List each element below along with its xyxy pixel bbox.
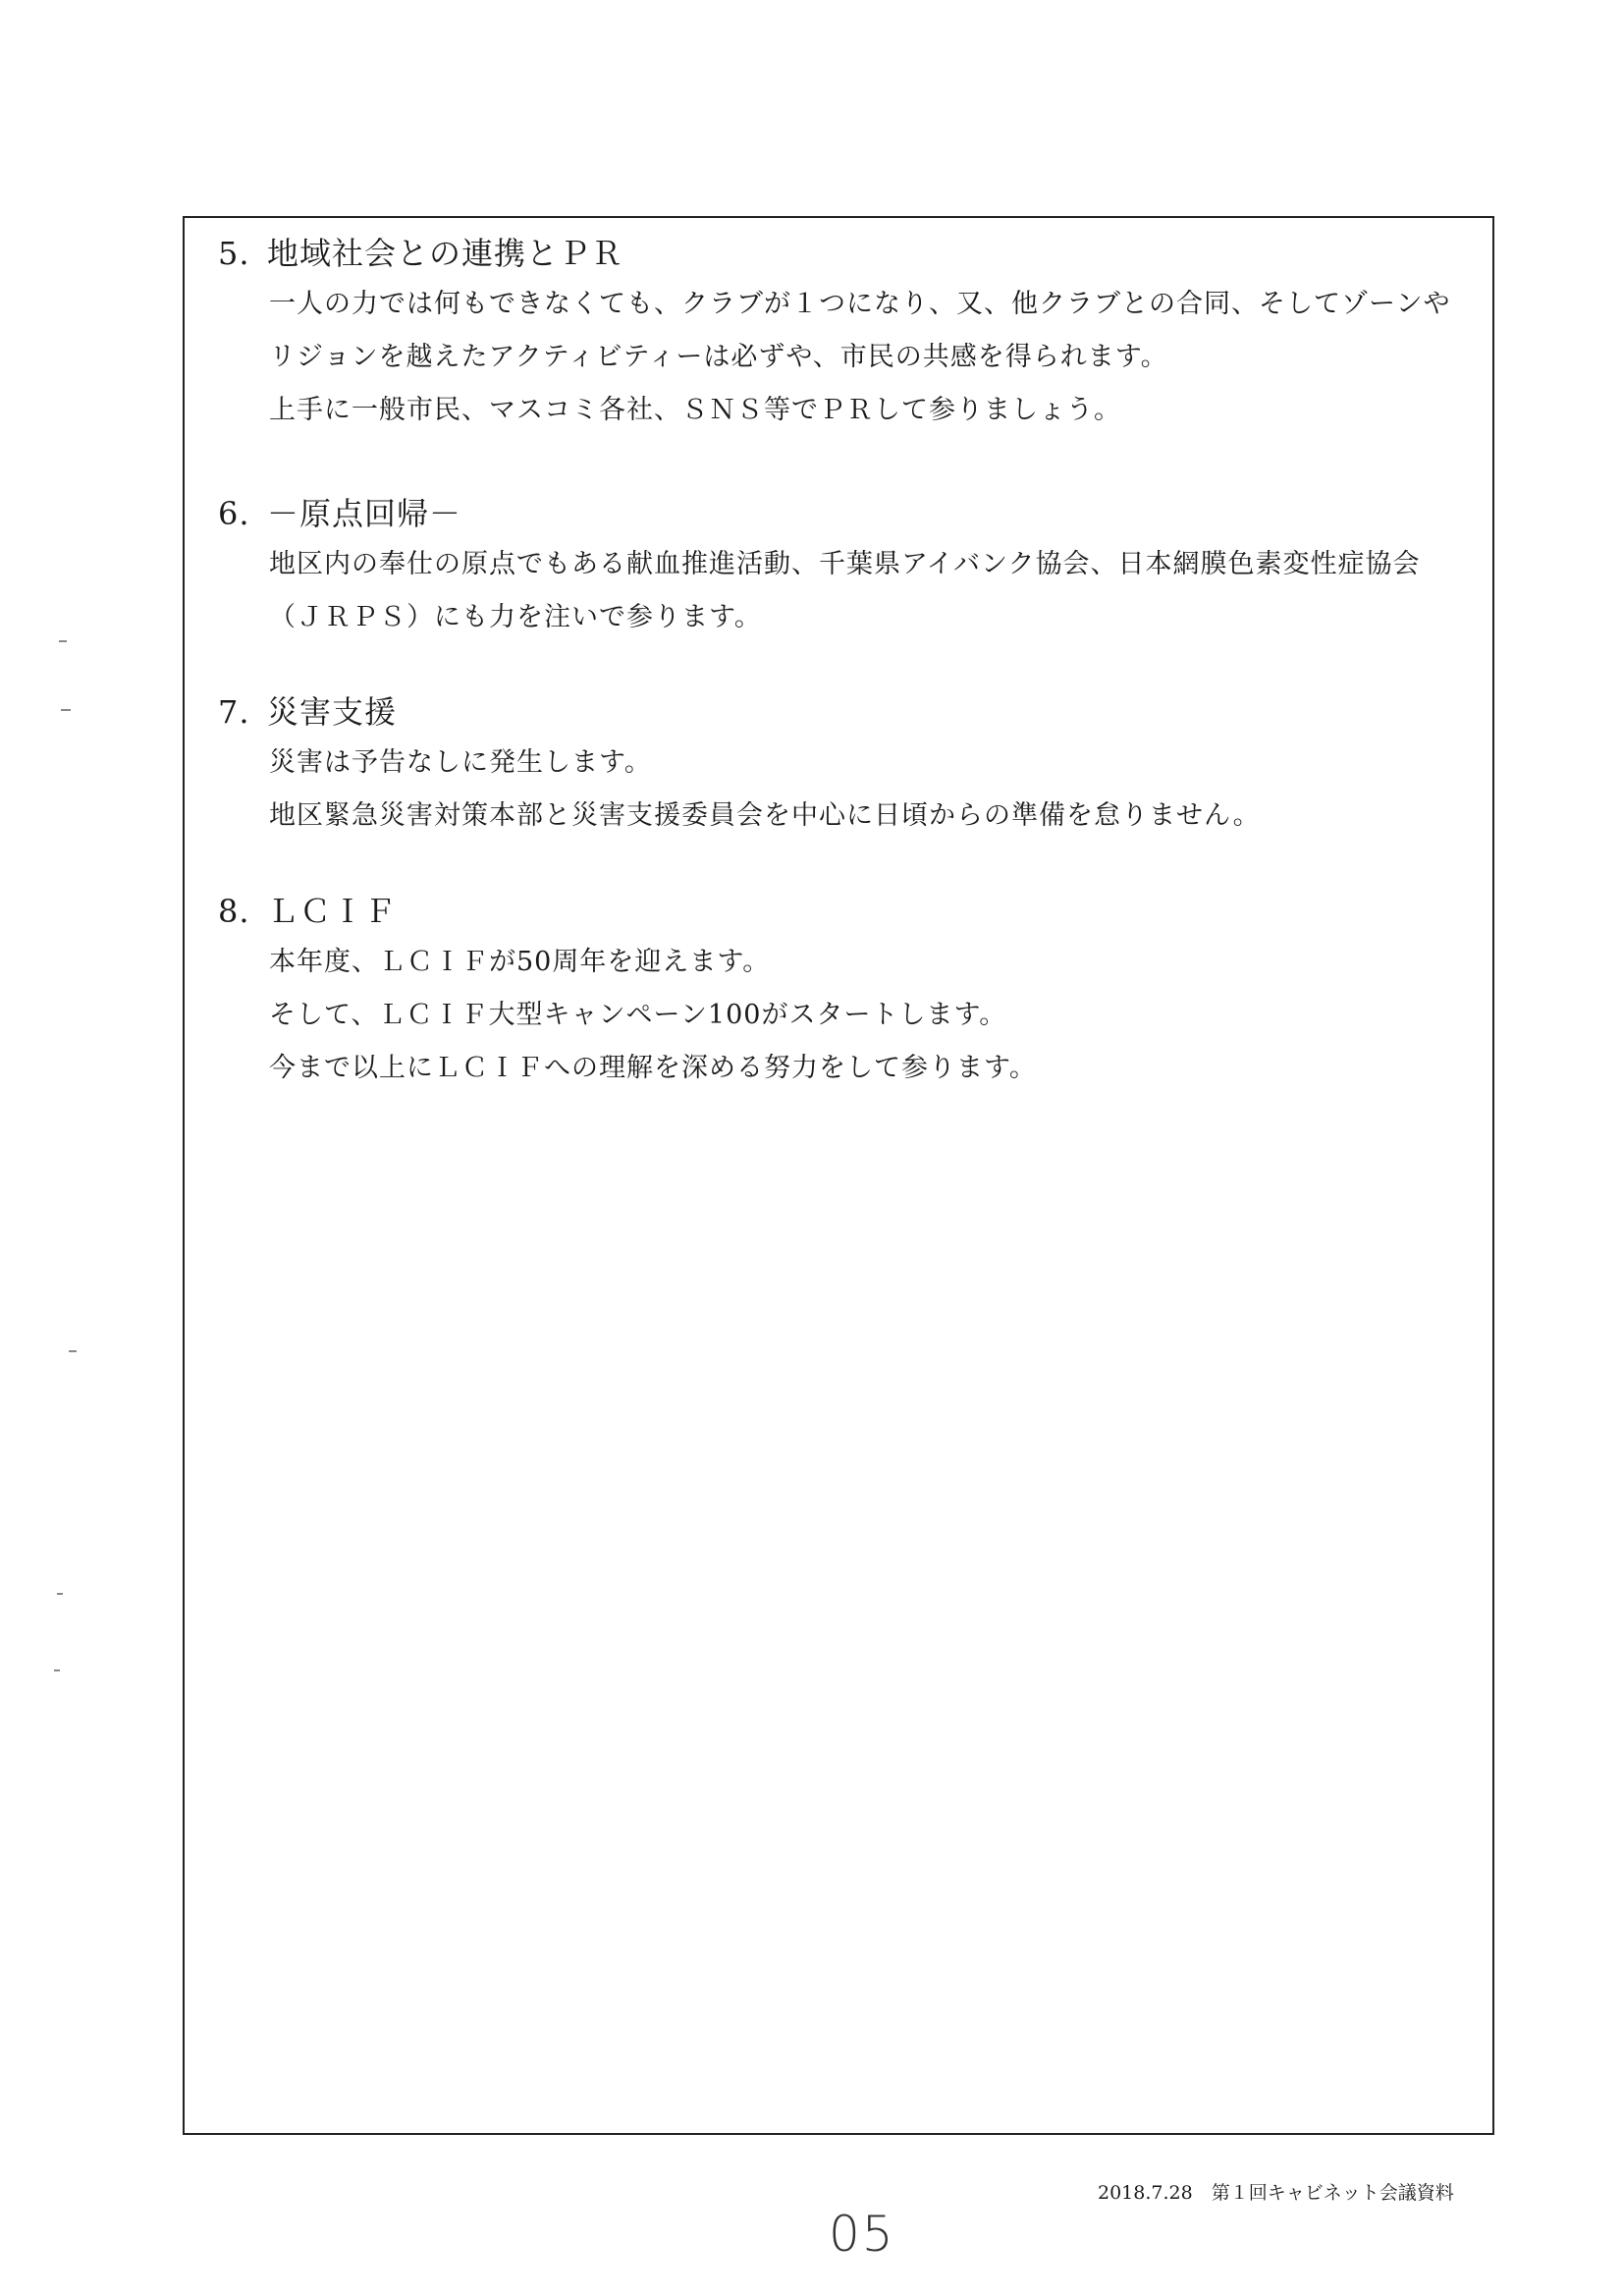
- body-line: （ＪＲＰＳ）にも力を注いで参ります。: [269, 602, 762, 632]
- body-line: 地区内の奉仕の原点でもある献血推進活動、千葉県アイバンク協会、日本網膜色素変性症協会: [269, 549, 1421, 579]
- scan-speck: [61, 709, 71, 711]
- section-title: －原点回帰－: [267, 495, 462, 532]
- section-heading: [218, 687, 1485, 737]
- body-line: 上手に一般市民、マスコミ各社、ＳＮＳ等でＰＲして参りましょう。: [269, 395, 1121, 425]
- section-title: 災害支援: [267, 693, 398, 731]
- section-7: [218, 687, 1485, 843]
- body-line: 今まで以上にＬＣＩＦへの理解を深める努力をして参ります。: [269, 1053, 1037, 1083]
- body-line: そして、ＬＣＩＦ大型キャンペーン100がスタートします。: [269, 1000, 1007, 1030]
- section-heading: [218, 229, 1485, 278]
- section-number: 6.: [218, 495, 250, 532]
- section-5: [218, 229, 1485, 437]
- body-line: 一人の力では何もできなくても、クラブが１つになり、又、他クラブとの合同、そしてゾーンや: [269, 289, 1451, 319]
- scan-speck: [54, 1669, 60, 1671]
- body-line: 災害は予告なしに発生します。: [269, 747, 652, 778]
- section-6: [218, 489, 1485, 644]
- section-number: 5.: [218, 235, 250, 272]
- scan-speck: [57, 1593, 63, 1595]
- section-8: [218, 887, 1485, 1095]
- section-title: ＬＣＩＦ: [267, 893, 398, 930]
- scan-speck: [59, 640, 67, 642]
- page-number: 05: [829, 2206, 895, 2263]
- section-heading: [218, 489, 1485, 538]
- section-number: 7.: [218, 693, 250, 731]
- scan-speck: [69, 1350, 77, 1352]
- section-title: 地域社会との連携とＰＲ: [267, 235, 624, 272]
- body-line: リジョンを越えたアクティビティーは必ずや、市民の共感を得られます。: [269, 342, 1168, 372]
- section-number: 8.: [218, 893, 250, 930]
- body-line: 本年度、ＬＣＩＦが50周年を迎えます。: [269, 947, 771, 977]
- body-line: 地区緊急災害対策本部と災害支援委員会を中心に日頃からの準備を怠りません。: [269, 800, 1261, 831]
- footer-caption: 2018.7.28 第１回キャビネット会議資料: [1098, 2182, 1454, 2204]
- section-heading: [218, 887, 1485, 936]
